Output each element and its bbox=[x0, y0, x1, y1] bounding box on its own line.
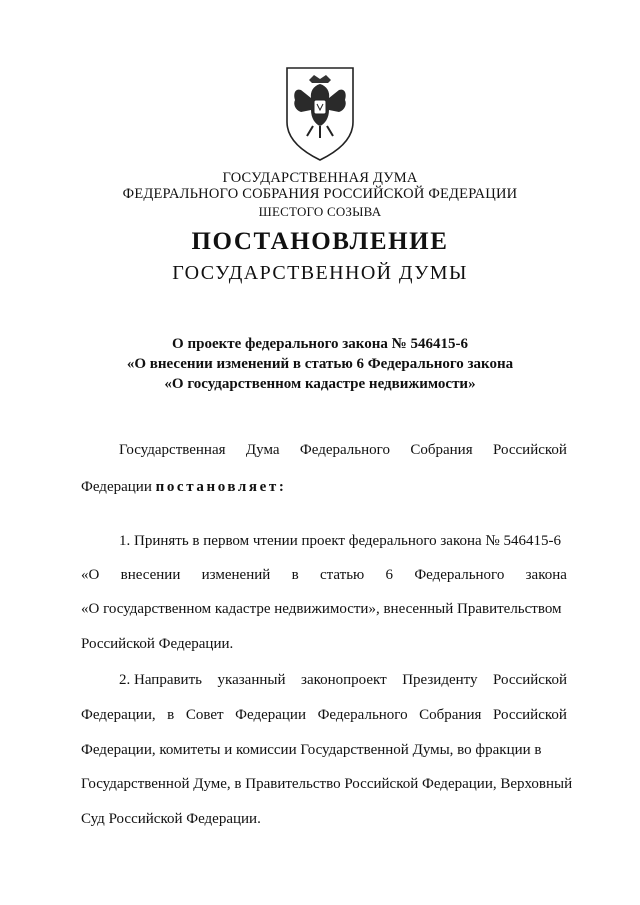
subject-line-2: «О внесении изменений в статью 6 Федерального закона bbox=[126, 356, 514, 372]
header-line-2: ФЕДЕРАЛЬНОГО СОБРАНИЯ РОССИЙСКОЙ ФЕДЕРАЦИИ bbox=[122, 186, 518, 202]
word: Федерации, bbox=[81, 707, 156, 723]
preamble-line-1 bbox=[119, 442, 567, 459]
word: Собрания bbox=[410, 442, 473, 458]
word: Президенту bbox=[402, 672, 478, 688]
preamble-line-2 bbox=[81, 479, 567, 496]
word: Федерального bbox=[317, 707, 408, 723]
item2-line-1 bbox=[119, 672, 567, 689]
word: законопроект bbox=[301, 672, 387, 688]
subject-line-3: «О государственном кадастре недвижимости» bbox=[164, 376, 476, 392]
word: в bbox=[167, 707, 175, 723]
item1-line-2 bbox=[81, 567, 567, 584]
word: в bbox=[291, 567, 299, 583]
item1-line-4: Российской Федерации. bbox=[81, 636, 234, 652]
word: Совет bbox=[185, 707, 224, 723]
item2-line-4: Государственной Думе, в Правительство Российской Федерации, Верховный bbox=[81, 776, 573, 792]
item2-line-2 bbox=[81, 707, 567, 724]
coat-of-arms-icon bbox=[283, 64, 357, 164]
subject-line-1: О проекте федерального закона № 546415-6 bbox=[172, 336, 468, 352]
word: Российской bbox=[493, 442, 567, 458]
word: Федерального bbox=[299, 442, 390, 458]
preamble-start: Федерации bbox=[81, 479, 152, 495]
word: Федерального bbox=[414, 567, 505, 583]
word: 6 bbox=[385, 567, 394, 583]
word: 2. Направить bbox=[119, 672, 202, 688]
word: Собрания bbox=[419, 707, 482, 723]
word: Федерации bbox=[235, 707, 306, 723]
word: изменений bbox=[201, 567, 271, 583]
word: Государственная bbox=[119, 442, 226, 458]
word: внесении bbox=[120, 567, 181, 583]
preamble-decree-word: постановляет: bbox=[155, 479, 287, 495]
header-line-1: ГОСУДАРСТВЕННАЯ ДУМА bbox=[222, 170, 418, 186]
word: Российской bbox=[493, 707, 567, 723]
word: статью bbox=[319, 567, 365, 583]
item2-line-5: Суд Российской Федерации. bbox=[81, 811, 261, 827]
header-line-3: ШЕСТОГО СОЗЫВА bbox=[258, 204, 382, 219]
word: Дума bbox=[245, 442, 280, 458]
item2-line-3: Федерации, комитеты и комиссии Государственной Думы, во фракции в bbox=[81, 742, 542, 758]
word: «О bbox=[81, 567, 100, 583]
document-subtitle: ГОСУДАРСТВЕННОЙ ДУМЫ bbox=[172, 262, 468, 284]
document-title: ПОСТАНОВЛЕНИЕ bbox=[191, 228, 449, 255]
item1-line-3: «О государственном кадастре недвижимости», внесенный Правительством bbox=[81, 601, 562, 617]
word: Российской bbox=[493, 672, 567, 688]
word: указанный bbox=[217, 672, 286, 688]
item1-line-1: 1. Принять в первом чтении проект федерального закона № 546415-6 bbox=[119, 533, 561, 549]
word: закона bbox=[525, 567, 567, 583]
